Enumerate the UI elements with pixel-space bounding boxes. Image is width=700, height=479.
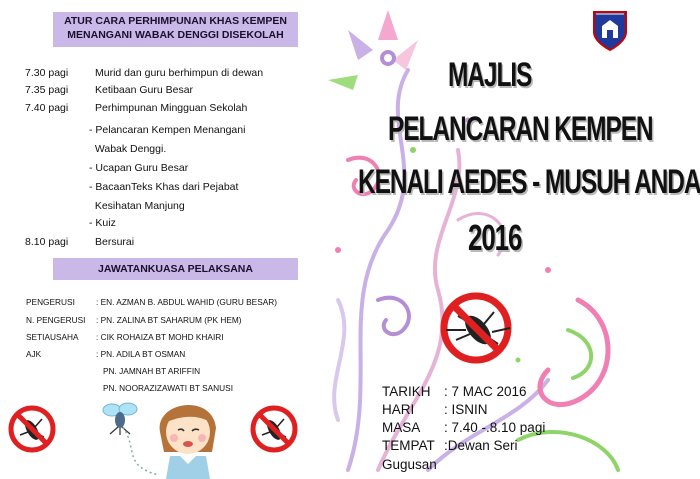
title-line-4: 2016: [468, 217, 522, 258]
schedule-banner: [53, 12, 298, 47]
schedule-item: Wabak Denggi.: [89, 143, 167, 155]
committee-role: N. PENGERUSI: [26, 315, 86, 325]
committee-banner: [53, 258, 298, 280]
info-label: TARIKH: [382, 384, 431, 399]
committee-name: : CIK ROHAIZA BT MOHD KHAIRI: [96, 332, 224, 342]
schedule-item: Murid dan guru berhimpun di dewan: [95, 67, 264, 79]
schedule-item: Bersurai: [95, 236, 135, 248]
info-value-day: : ISNIN: [444, 402, 488, 417]
info-value-date: : 7 MAC 2016: [444, 384, 527, 399]
committee-role: AJK: [26, 349, 42, 359]
no-mosquito-sign-left: [8, 405, 56, 453]
school-crest-logo: [590, 8, 630, 52]
schedule-item: - Kuiz: [89, 217, 116, 229]
title-line-3: KENALI AEDES - MUSUH ANDA: [358, 163, 700, 201]
schedule-banner-line2: MENANGANI WABAK DENGGI DISEKOLAH: [67, 29, 284, 41]
title-line-1: MAJLIS: [448, 56, 532, 94]
committee-name: PN. JAMNAH BT ARIFFIN: [103, 366, 201, 376]
schedule-time: 7.30 pagi: [25, 67, 69, 79]
crying-girl-illustration: [152, 392, 222, 479]
committee-name: : PN. ZALINA BT SAHARUM (PK HEM): [96, 315, 242, 325]
committee-name: : PN. ADILA BT OSMAN: [96, 349, 186, 359]
info-label: HARI: [382, 402, 415, 417]
info-label: MASA: [382, 420, 421, 435]
no-mosquito-sign-right: [250, 405, 298, 453]
committee-name: : EN. AZMAN B. ABDUL WAHID (GURU BESAR): [96, 297, 278, 307]
right-panel: [318, 0, 700, 479]
no-aedes-sign: [436, 290, 531, 365]
info-value-venue: :Dewan Seri: [444, 438, 518, 453]
committee-role: PENGERUSI: [26, 297, 75, 307]
committee-role: SETIAUSAHA: [26, 332, 79, 342]
info-value-venue-wrap: Gugusan: [382, 457, 437, 472]
schedule-time: 7.35 pagi: [25, 84, 69, 96]
info-value-time: : 7.40 -.8.10 pagi: [444, 420, 546, 435]
title-line-2: PELANCARAN KEMPEN: [388, 110, 653, 148]
schedule-item: Kesihatan Manjung: [89, 200, 185, 212]
schedule-item: - BacaanTeks Khas dari Pejabat: [89, 181, 239, 193]
schedule-item: Ketibaan Guru Besar: [95, 84, 194, 96]
committee-banner-label: JAWATANKUASA PELAKSANA: [98, 263, 253, 275]
schedule-item: - Pelancaran Kempen Menangani: [89, 124, 246, 136]
schedule-item: Perhimpunan Mingguan Sekolah: [95, 102, 248, 114]
committee-name: PN. NOORAZIZAWATI BT SANUSI: [103, 383, 233, 393]
left-panel: [0, 0, 318, 479]
schedule-item: - Ucapan Guru Besar: [89, 162, 189, 174]
schedule-time: 7.40 pagi: [25, 102, 69, 114]
schedule-time: 8.10 pagi: [25, 236, 69, 248]
info-label: TEMPAT: [382, 438, 435, 453]
schedule-banner-line1: ATUR CARA PERHIMPUNAN KHAS KEMPEN: [64, 15, 287, 27]
